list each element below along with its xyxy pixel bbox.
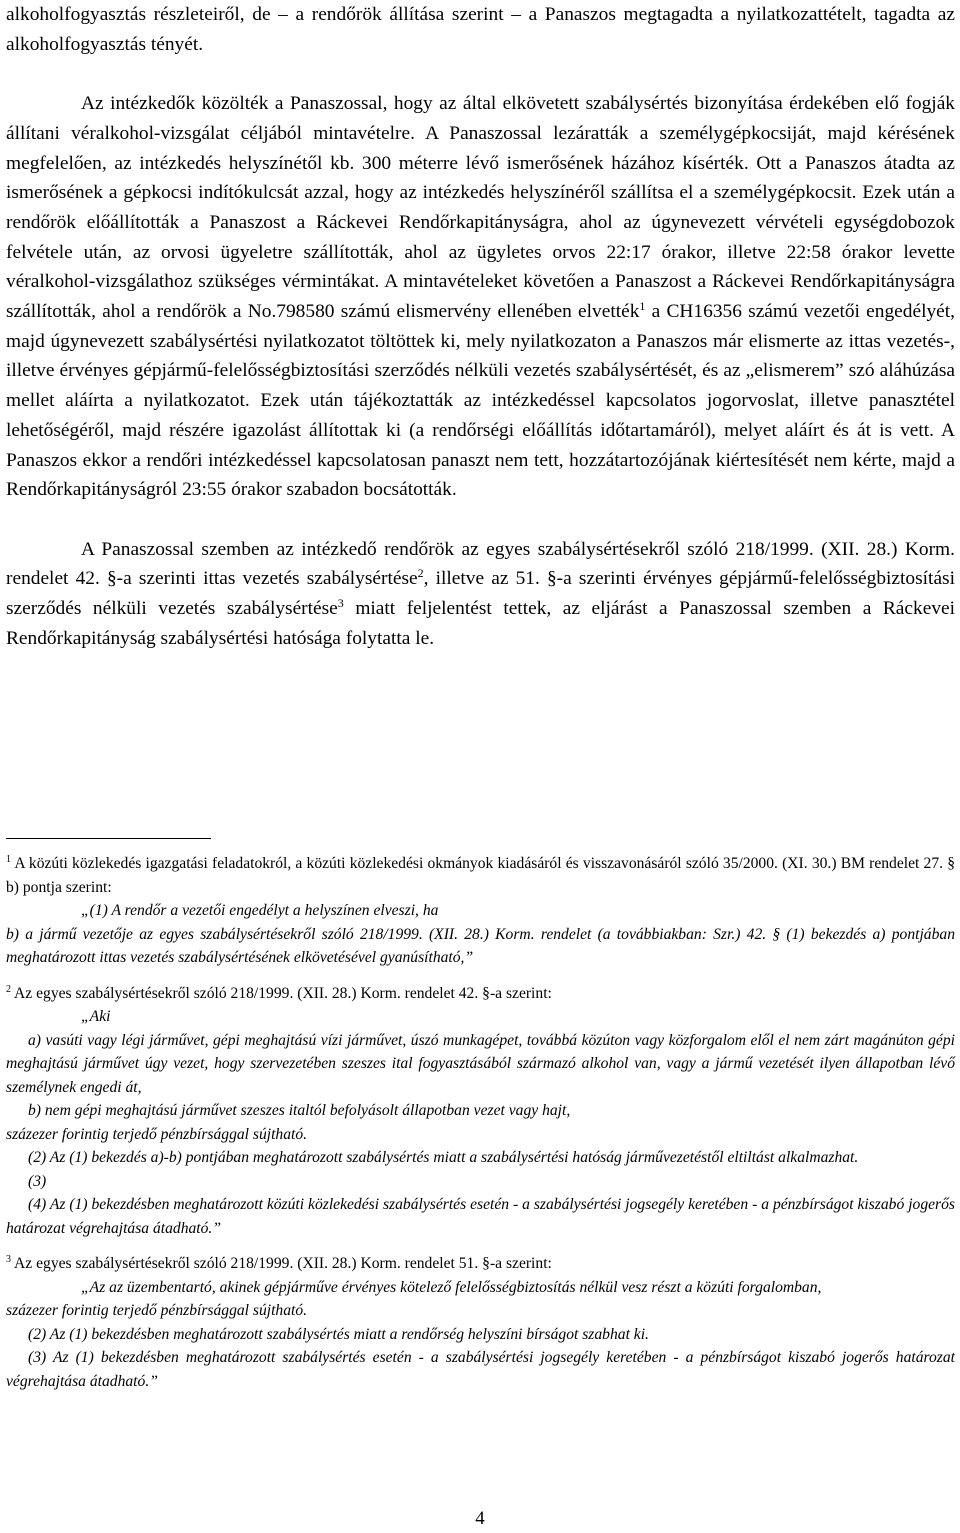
footnote-1-mark: 1 — [6, 854, 11, 865]
footnote-separator — [6, 838, 211, 839]
footnote-1-quote-1: „(1) A rendőr a vezetői engedélyt a helyszínen elveszi, ha — [81, 902, 439, 919]
paragraph-3-part-b: , illetve az 51. §-a szerinti érvényes gépjármű-felelősségbiztosítási szerződés nélküli vezetés szabálysértése — [6, 568, 955, 620]
paragraph-2-text: Az intézkedők közölték a Panaszossal, hogy az által elkövetett szabálysértés bizonyítása érdekében elő fogják állítani véralkohol-vizsgálat céljából mintavételre. A Panaszossal lezáratták a személygépkocsiját, majd kérésének megfelelően, az intézkedés helyszínétől kb. 300 méterre lévő ismerősének házához kísérték. Ott a Panaszos átadta az ismerősének a gépkocsi indítókulcsát azzal, hogy az intézkedés helyszínéről szállítsa el a személygépkocsit. Ezek után a rendőrök előállították a Panaszost a Ráckevei Rendőrkapitányságra, ahol az úgynevezett vérvételi egységdobozok felvétele után, az orvosi ügyeletre szállították, ahol az ügyletes orvos 22:17 órakor, illetve 22:58 órakor levette véralkohol-vizsgálathoz szükséges vérmintákat. A mintavételeket követően a Panaszost a Ráckevei Rendőrkapitányságra szállították, ahol a rendőrök a No.798580 számú elismervény ellenében elvették — [6, 93, 955, 323]
footnote-ref-2[interactable]: 2 — [417, 566, 424, 581]
footnote-2-mark: 2 — [6, 983, 11, 995]
footnote-3-quote-3: (2) Az (1) bekezdésben meghatározott szabálysértés miatt a rendőrség helyszíni bírságot szabhat ki. — [28, 1325, 649, 1343]
footnote-3-lead — [6, 1252, 955, 1276]
paragraph-2-rest: a CH16356 számú vezetői engedélyét, majd úgynevezett szabálysértési nyilatkozatot töltöttek ki, mely nyilatkozaton a Panaszos már elismerte az ittas vezetés-, illetve érvényes gépjármű-felelősségbiztosítási szerződés nélküli vezetés szabálysértését, és az „elismerem” szó aláhúzása mellet aláírta a nyilatkozatot. Ezek után tájékoztatták az intézkedéssel kapcsolatos jogorvoslat, illetve panasztétel lehetőségéről, majd részére igazolást állítottak ki (a rendőrségi előállítás időtartamáról), melyet aláírt és át is vett. A Panaszos ekkor a rendőri intézkedéssel kapcsolatosan panaszt nem tett, hozzátartozójának kiértesítését nem kérte, majd a Rendőrkapitányságról 23:55 órakor szabadon bocsátották. — [6, 301, 955, 501]
footnote-2-quote-3: b) nem gépi meghajtású járművet szeszes italtól befolyásolt állapotban vezet vagy hajt, — [28, 1102, 571, 1119]
document-page — [6, 0, 955, 653]
footnote-2-text: Az egyes szabálysértésekről szóló 218/1999. (XII. 28.) Korm. rendelet 42. §-a szerint: — [11, 984, 552, 1002]
footnote-2-quote-7: (4) Az (1) bekezdésben meghatározott közúti közlekedési szabálysértés esetén - a szabálysértési jogsegély keretében - a pénzbírságot kiszabó jogerős határozat végrehajtása átadható.” — [6, 1196, 955, 1237]
footnote-3-mark: 3 — [6, 1254, 11, 1265]
footnote-3-quote-1: „Az az üzembentartó, akinek gépjárműve érvényes kötelező felelősségbiztosítás nélkül vesz részt a közúti forgalomban, — [81, 1278, 822, 1296]
footnote-2-lead — [6, 982, 955, 1006]
footnotes — [6, 852, 955, 1393]
footnote-1-quote-2: b) a jármű vezetője az egyes szabálysértésekről szóló 218/1999. (XII. 28.) Korm. rendelet (a továbbiakban: Szr.) 42. § (1) bekezdés a) pontjában meghatározott ittas vezetés szabálysértésének elkövetésével gyanúsítható,” — [6, 925, 955, 966]
page-number: 4 — [475, 1508, 485, 1529]
footnote-3-quote-4: (3) Az (1) bekezdésben meghatározott szabálysértés esetén - a szabálysértési jogsegély keretében - a pénzbírságot kiszabó jogerős határozat végrehajtása átadható.” — [6, 1349, 955, 1390]
footnote-2-quote-1: „Aki — [81, 1008, 111, 1025]
paragraph-2 — [6, 89, 955, 505]
footnote-ref-3[interactable]: 3 — [337, 596, 344, 611]
paragraph-1-text: alkoholfogyasztás részleteiről, de – a rendőrök állítása szerint – a Panaszos megtagadta a nyilatkozattételt, tagadta az alkoholfogyasztás tényét. — [6, 4, 955, 55]
paragraph-continued — [6, 0, 955, 59]
footnote-2-quote-5: (2) Az (1) bekezdés a)-b) pontjában meghatározott szabálysértés miatt a szabálysértési hatóság járművezetéstől eltiltást alkalmazhat. — [28, 1149, 859, 1166]
footnote-ref-1[interactable]: 1 — [639, 299, 646, 314]
paragraph-3 — [6, 535, 955, 654]
footnote-2-quote-4: százezer forintig terjedő pénzbírsággal sújtható. — [6, 1125, 308, 1143]
paragraph-3-part-c: miatt feljelentést tettek, az eljárást a Panaszossal szemben a Ráckevei Rendőrkapitányság szabálysértési hatósága folytatta le. — [6, 598, 956, 649]
footnote-3-quote-2: százezer forintig terjedő pénzbírsággal sújtható. — [6, 1302, 308, 1319]
footnote-2-quote-6: (3) — [28, 1172, 47, 1190]
footnote-1-text: A közúti közlekedés igazgatási feladatokról, a közúti közlekedési okmányok kiadásáról és visszavonásáról szóló 35/2000. (XI. 30.) BM rendelet 27. § b) pontja szerint: — [6, 855, 955, 896]
footnote-3-text: Az egyes szabálysértésekről szóló 218/1999. (XII. 28.) Korm. rendelet 51. §-a szerint: — [11, 1255, 552, 1272]
paragraph-3-part-a: A Panaszossal szemben az intézkedő rendőrök az egyes szabálysértésekről szóló 218/1999. (XII. 28.) Korm. rendelet 42. §-a szerinti ittas vezetés szabálysértése — [6, 538, 955, 590]
footnote-1-lead — [6, 852, 955, 899]
footnote-2-quote-2: a) vasúti vagy légi járművet, gépi meghajtású vízi járművet, úszó munkagépet, továbbá közúton vagy közforgalom elől el nem zárt magánúton gépi meghajtású járművet úgy vezet, hogy szervezetében szeszes ital fogyasztásából származó alkohol van, vagy a jármű vezetését ilyen állapotban lévő személynek engedi át, — [6, 1031, 955, 1096]
